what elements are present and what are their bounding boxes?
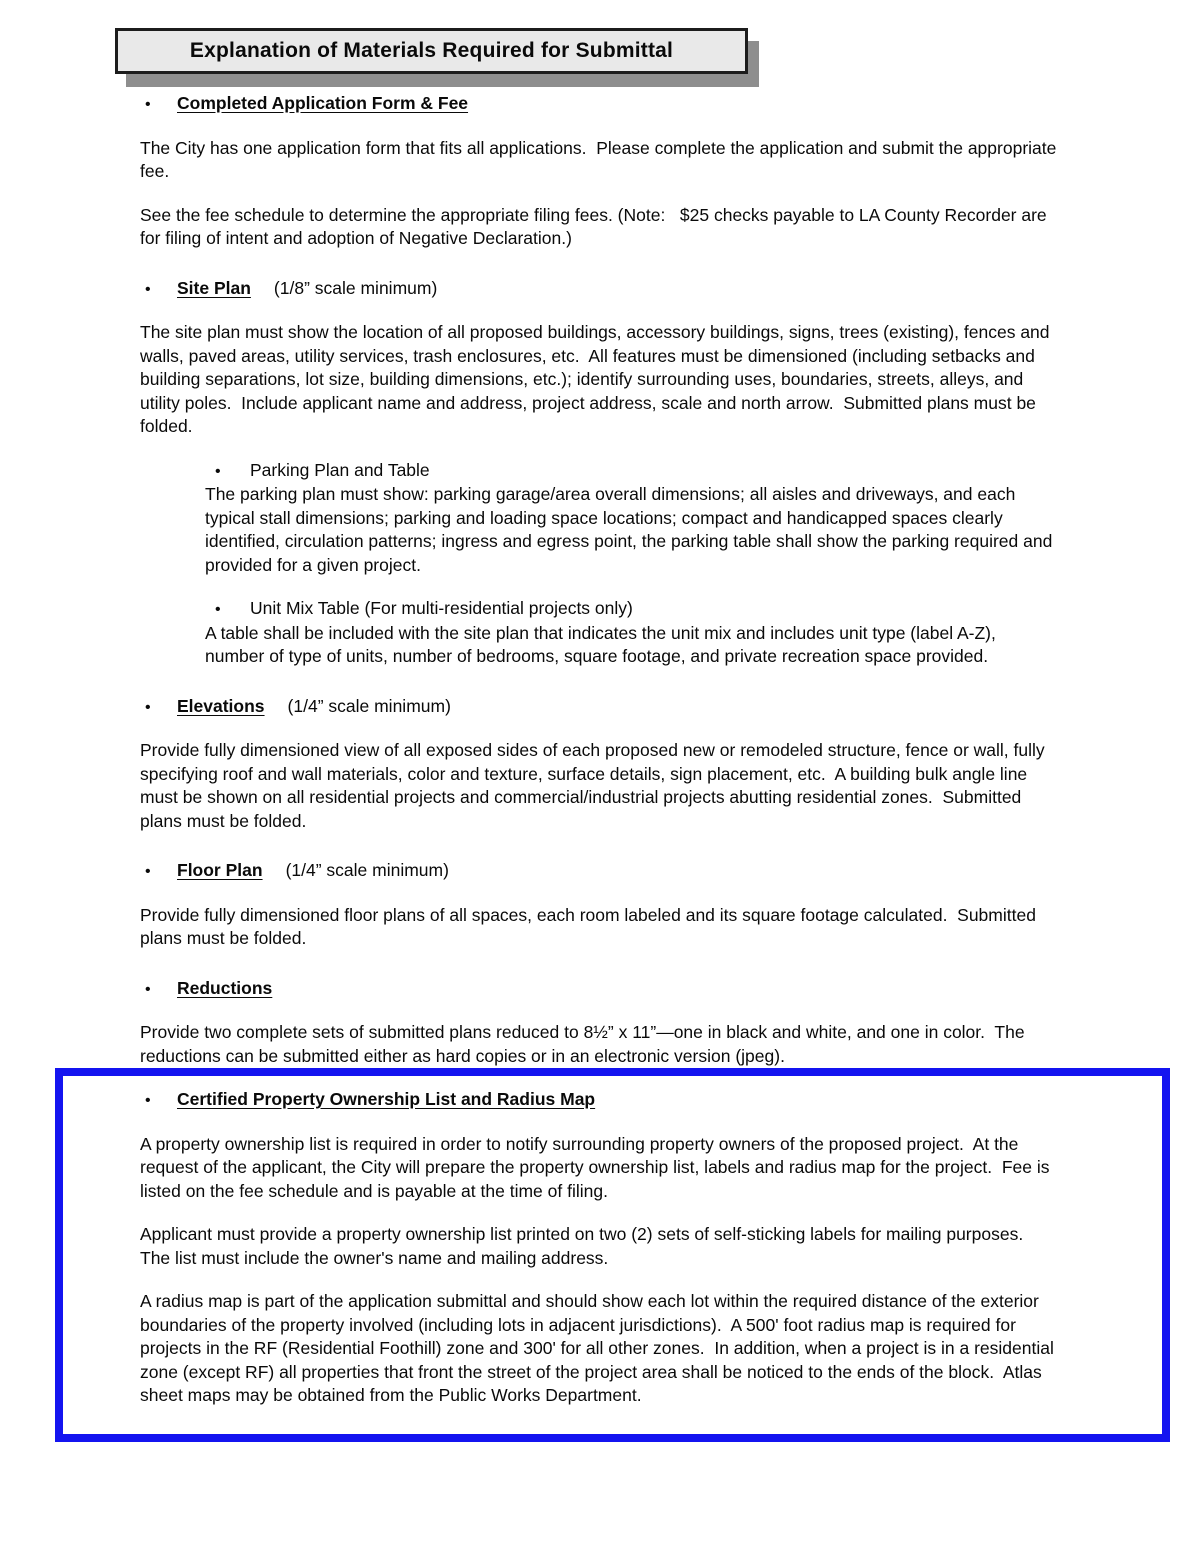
section-heading-label: Site Plan: [177, 277, 251, 298]
highlight-box: [55, 1068, 1170, 1442]
paragraph: See the fee schedule to determine the appropriate filing fees. (Note: $25 checks payable to LA County Recorder are for filing of intent and adoption of Negative Declaration.): [140, 204, 1052, 248]
paragraph: Provide fully dimensioned floor plans of all spaces, each room labeled and its square footage calculated. Submitted plans must be folded.: [140, 904, 1041, 948]
section-heading-elevations: [145, 695, 1200, 720]
section-heading-label: Certified Property Ownership List and Radius Map: [177, 1089, 596, 1109]
paragraph: Provide fully dimensioned view of all exposed sides of each proposed new or remodeled structure, fence or wall, fully specifying roof and wall materials, color and texture, surface details, sign placement, etc. A building bulk angle line must be shown on all residential projects and commercial/industrial projects abutting residential zones. Submitted plans must be folded.: [140, 740, 1050, 831]
paragraph: The site plan must show the location of all proposed buildings, accessory buildings, signs, trees (existing), fences and walls, paved areas, utility services, trash enclosures, etc. All features must be dimensioned (including setbacks and building separations, lot size, building dimensions, etc.); identify surrounding uses, boundaries, streets, alleys, and utility poles. Include applicant name and address, project address, scale and north arrow. Submitted plans must be folded.: [140, 322, 1055, 436]
section-site-plan: [0, 277, 1200, 669]
section-heading-suffix: (1/8” scale minimum): [273, 277, 438, 298]
paragraph: The City has one application form that fits all applications. Please complete the application and submit the appropriate fee.: [140, 137, 1062, 181]
section-certified-ownership-list: [63, 1088, 1144, 1408]
title-banner: [115, 28, 748, 74]
section-heading-label: Completed Application Form & Fee: [177, 93, 469, 113]
subsection-parking-plan: [0, 459, 1200, 578]
bullet-icon: •: [215, 462, 221, 480]
section-completed-application: [0, 92, 1200, 251]
section-heading-completed-application: [145, 92, 1200, 117]
section-reductions: [0, 977, 1200, 1069]
subsection-unit-mix-table: [0, 597, 1200, 669]
bullet-icon: •: [145, 863, 151, 880]
section-floor-plan: [0, 859, 1200, 951]
bullet-icon: •: [215, 601, 221, 618]
paragraph: A property ownership list is required in order to notify surrounding property owners of the proposed project. At the request of the applicant, the City will prepare the property ownership list, labels and radius map for the project. Fee is listed on the fee schedule and is payable at the time of filing.: [140, 1133, 1055, 1201]
paragraph: A table shall be included with the site plan that indicates the unit mix and includes unit type (label A-Z), number of type of units, number of bedrooms, square footage, and private recreation space provided.: [205, 622, 1001, 666]
section-heading-suffix: (1/4” scale minimum): [285, 860, 449, 880]
subsection-heading-label: Parking Plan and Table: [250, 459, 430, 480]
paragraph: The parking plan must show: parking garage/area overall dimensions; all aisles and driveways, and each typical stall dimensions; parking and loading space locations; compact and handicapped spaces clearly identified, circulation patterns; ingress and egress point, the parking table shall show the parking required and provided for a given project.: [205, 484, 1058, 575]
subsection-heading-unit-mix-table: [215, 597, 1200, 622]
bullet-icon: •: [145, 280, 151, 298]
bullet-icon: •: [145, 1092, 151, 1109]
bullet-icon: •: [145, 96, 151, 113]
section-elevations: [0, 695, 1200, 834]
section-heading-reductions: [145, 977, 1200, 1002]
subsection-heading-parking-plan: [215, 459, 1200, 484]
page-title: Explanation of Materials Required for Submittal: [189, 39, 674, 62]
paragraph: Provide two complete sets of submitted plans reduced to 8½” x 11”—one in black and white, and one in color. The reductions can be submitted either as hard copies or in an electronic version (jpeg).: [140, 1022, 1030, 1066]
section-heading-label: Floor Plan: [177, 860, 263, 880]
paragraph: Applicant must provide a property ownership list printed on two (2) sets of self-sticking labels for mailing purposes. The list must include the owner's name and mailing address.: [140, 1224, 1033, 1268]
section-heading-label: Reductions: [177, 977, 273, 998]
section-heading-suffix: (1/4” scale minimum): [287, 695, 451, 716]
subsection-heading-label: Unit Mix Table (For multi-residential projects only): [250, 598, 633, 618]
paragraph: A radius map is part of the application submittal and should show each lot within the required distance of the exterior boundaries of the property involved (including lots in adjacent jurisdictions). A 500' foot radius map is required for projects in the RF (Residential Foothill) zone and 300' for all other zones. In addition, when a project is in a residential zone (except RF) all properties that front the street of the project area shall be noticed to the ends of the block. Atlas sheet maps may be obtained from the Public Works Department.: [140, 1291, 1059, 1405]
bullet-icon: •: [145, 698, 151, 716]
section-heading-label: Elevations: [177, 695, 265, 716]
section-heading-floor-plan: [145, 859, 1200, 884]
section-heading-site-plan: [145, 277, 1200, 302]
section-heading-certified-ownership-list: [145, 1088, 1144, 1113]
bullet-icon: •: [145, 980, 151, 998]
